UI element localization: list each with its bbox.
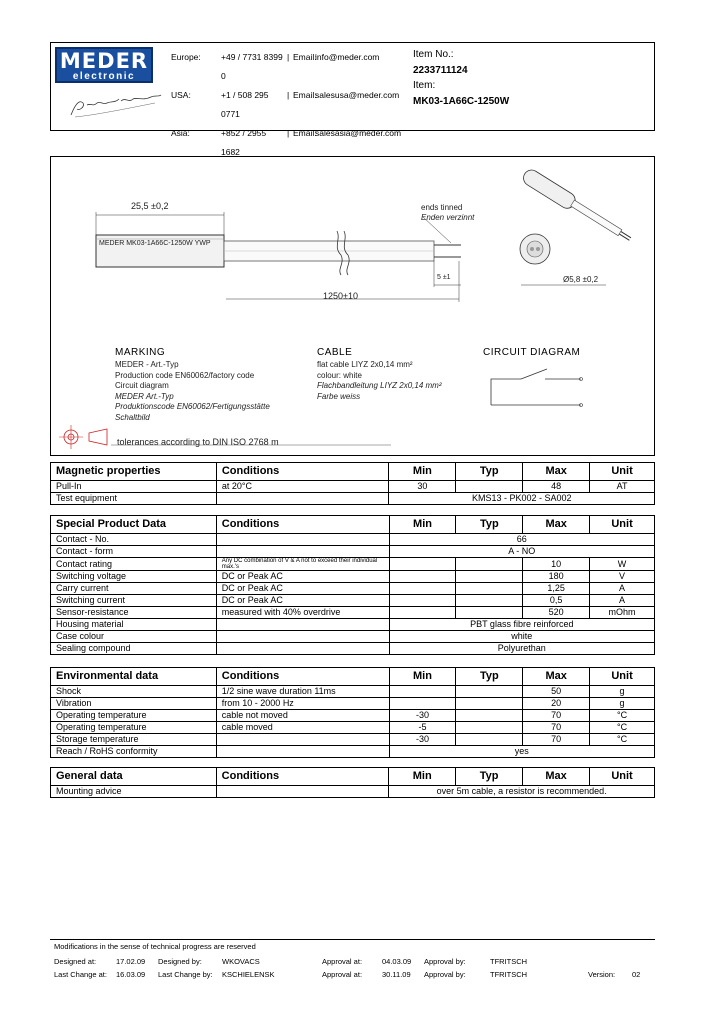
email-link[interactable]: salesasia@meder.com <box>315 128 402 138</box>
table-row: Carry current DC or Peak AC 1,25 A <box>51 583 655 595</box>
table-row: Pull-In at 20°C 30 48 AT <box>51 481 655 493</box>
document-header <box>50 42 655 157</box>
cable-title: CABLE <box>317 347 353 358</box>
dim-strip: 5 ±1 <box>437 274 451 281</box>
table-row: Contact - form A - NO <box>51 546 655 558</box>
dim-length: 25,5 ±0,2 <box>131 201 169 211</box>
circuit-title: CIRCUIT DIAGRAM <box>483 347 581 358</box>
special-product-data-table <box>50 515 655 655</box>
table-row: Switching current DC or Peak AC 0,5 A <box>51 595 655 607</box>
table-row: Contact - No. 66 <box>51 534 655 546</box>
table-header: Environmental data Conditions Min Typ Max Unit <box>51 668 655 686</box>
table-row: Sensor-resistance measured with 40% overdrive 520 mOhm <box>51 607 655 619</box>
contact-row: Europe: +49 / 7731 8399 0 | Email: info@meder.com <box>171 48 401 86</box>
logo-subtext: electronic <box>72 71 136 82</box>
contact-row: USA: +1 / 508 295 0771 | Email: salesusa@meder.com <box>171 86 401 124</box>
table-row: Operating temperature cable moved -5 70 °C <box>51 722 655 734</box>
general-data-table <box>50 767 655 798</box>
table-row: Reach / RoHS conformity yes <box>51 746 655 758</box>
ends-label-de: Enden verzinnt <box>421 213 475 222</box>
tolerances-note: tolerances according to DIN ISO 2768 m <box>117 437 279 447</box>
table-row: Contact rating Any DC combination of V & A not to exceed their individual max.'s 10 W <box>51 558 655 571</box>
footer-divider <box>50 939 655 940</box>
dim-cable: 1250±10 <box>323 291 358 301</box>
table-row: Storage temperature -30 70 °C <box>51 734 655 746</box>
contact-row: Asia: +852 / 2955 1682 | Email: salesasia@meder.com <box>171 124 401 162</box>
environmental-data-table <box>50 667 655 758</box>
modifications-note: Modifications in the sense of technical progress are reserved <box>54 942 256 951</box>
logo-text: MEDER <box>59 49 149 73</box>
table-row: Case colour white <box>51 631 655 643</box>
meder-logo <box>55 47 153 83</box>
item-no-label: Item No.: <box>413 49 454 60</box>
table-row: Operating temperature cable not moved -30 70 °C <box>51 710 655 722</box>
item-no-value: 2233711124 <box>413 64 468 76</box>
table-row: Mounting advice over 5m cable, a resistor is recommended. <box>51 786 655 798</box>
table-header: Magnetic properties Conditions Min Typ Max Unit <box>51 463 655 481</box>
sensor-print: MEDER MK03-1A66C-1250W YWP <box>99 240 211 247</box>
table-row: Sealing compound Polyurethan <box>51 643 655 655</box>
marking-list: MEDER - Art.-Typ Production code EN60062/factory code Circuit diagram MEDER Art.-Typ Produktionscode EN60062/Fertigungsstätte Schaltbild <box>115 360 270 422</box>
cable-list: flat cable LIYZ 2x0,14 mm² colour: white Flachbandleitung LIYZ 2x0,14 mm² Farbe weiss <box>317 360 442 401</box>
contact-list <box>171 48 401 162</box>
email-link[interactable]: salesusa@meder.com <box>315 90 400 100</box>
table-row: Vibration from 10 - 2000 Hz 20 g <box>51 698 655 710</box>
item-value: MK03-1A66C-1250W <box>413 95 510 107</box>
item-info <box>413 47 509 109</box>
item-label: Item: <box>413 80 436 91</box>
table-row: Test equipment KMS13 - PK002 - SA002 <box>51 493 655 505</box>
magnetic-properties-table <box>50 462 655 505</box>
slogan-signature <box>65 91 165 121</box>
table-header: General data Conditions Min Typ Max Unit <box>51 768 655 786</box>
table-row: Housing material PBT glass fibre reinforced <box>51 619 655 631</box>
table-header: Special Product Data Conditions Min Typ Max Unit <box>51 516 655 534</box>
marking-title: MARKING <box>115 347 166 358</box>
technical-drawing <box>50 156 655 456</box>
table-row: Switching voltage DC or Peak AC 180 V <box>51 571 655 583</box>
email-link[interactable]: info@meder.com <box>315 52 380 62</box>
dim-diameter: Ø5,8 ±0,2 <box>563 275 599 284</box>
table-row: Shock 1/2 sine wave duration 11ms 50 g <box>51 686 655 698</box>
ends-label: ends tinned <box>421 203 463 212</box>
